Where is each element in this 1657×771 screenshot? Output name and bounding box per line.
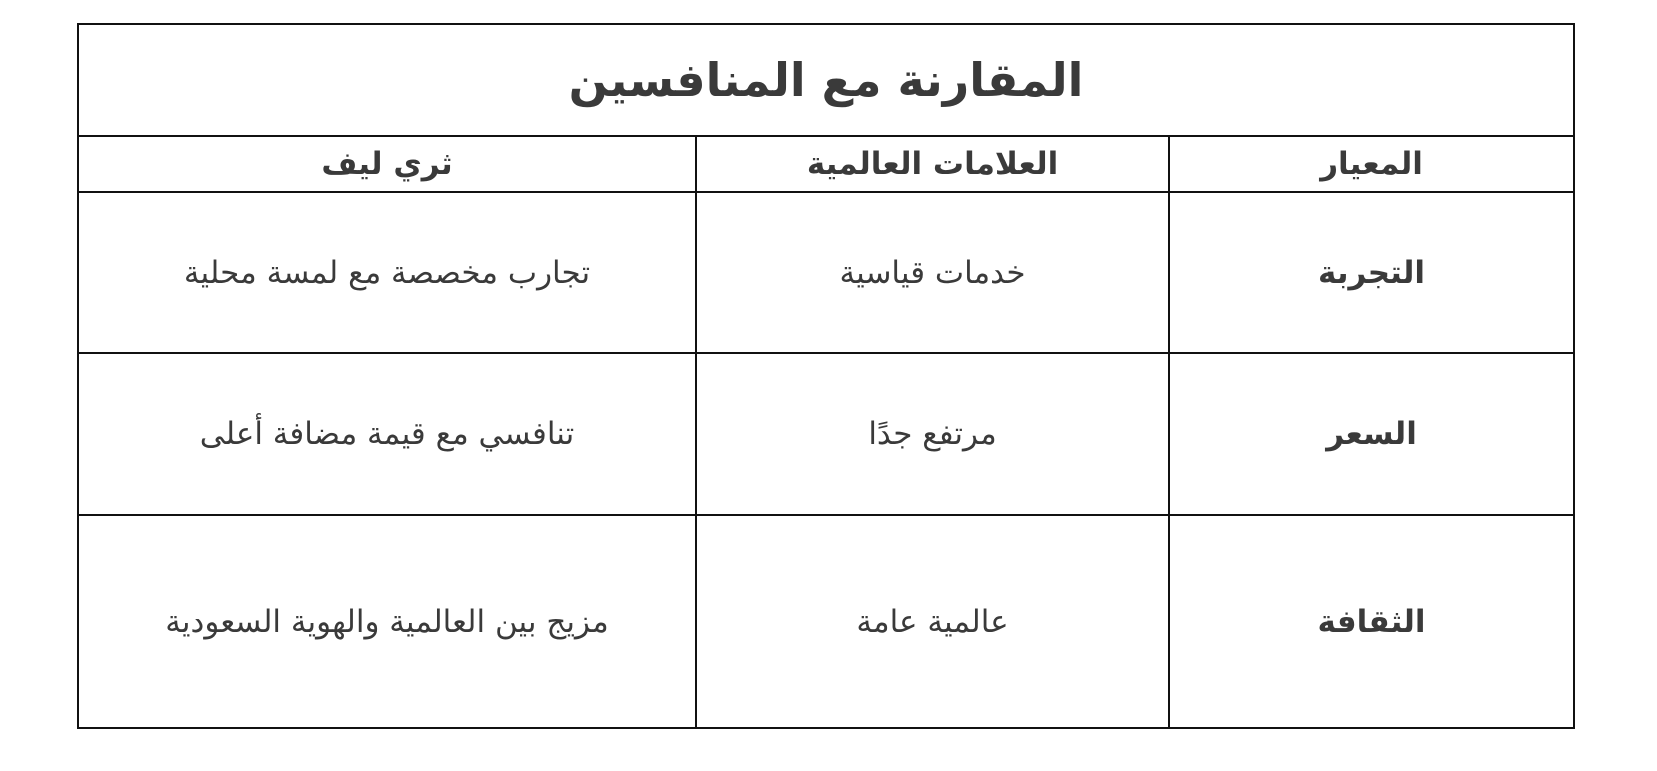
header-row	[78, 136, 1574, 192]
three-leaf-cell: تجارب مخصصة مع لمسة محلية	[78, 192, 696, 353]
table-title: المقارنة مع المنافسين	[78, 24, 1574, 136]
criterion-cell: الثقافة	[1169, 515, 1574, 728]
header-global-brands: العلامات العالمية	[696, 136, 1169, 192]
title-row	[78, 24, 1574, 136]
criterion-cell: التجربة	[1169, 192, 1574, 353]
table-row	[78, 353, 1574, 515]
header-three-leaf: ثري ليف	[78, 136, 696, 192]
criterion-cell: السعر	[1169, 353, 1574, 515]
header-criterion: المعيار	[1169, 136, 1574, 192]
three-leaf-cell: تنافسي مع قيمة مضافة أعلى	[78, 353, 696, 515]
global-brands-cell: خدمات قياسية	[696, 192, 1169, 353]
global-brands-cell: مرتفع جدًا	[696, 353, 1169, 515]
table-row	[78, 192, 1574, 353]
three-leaf-cell: مزيج بين العالمية والهوية السعودية	[78, 515, 696, 728]
comparison-table	[77, 23, 1575, 729]
table-row	[78, 515, 1574, 728]
global-brands-cell: عالمية عامة	[696, 515, 1169, 728]
